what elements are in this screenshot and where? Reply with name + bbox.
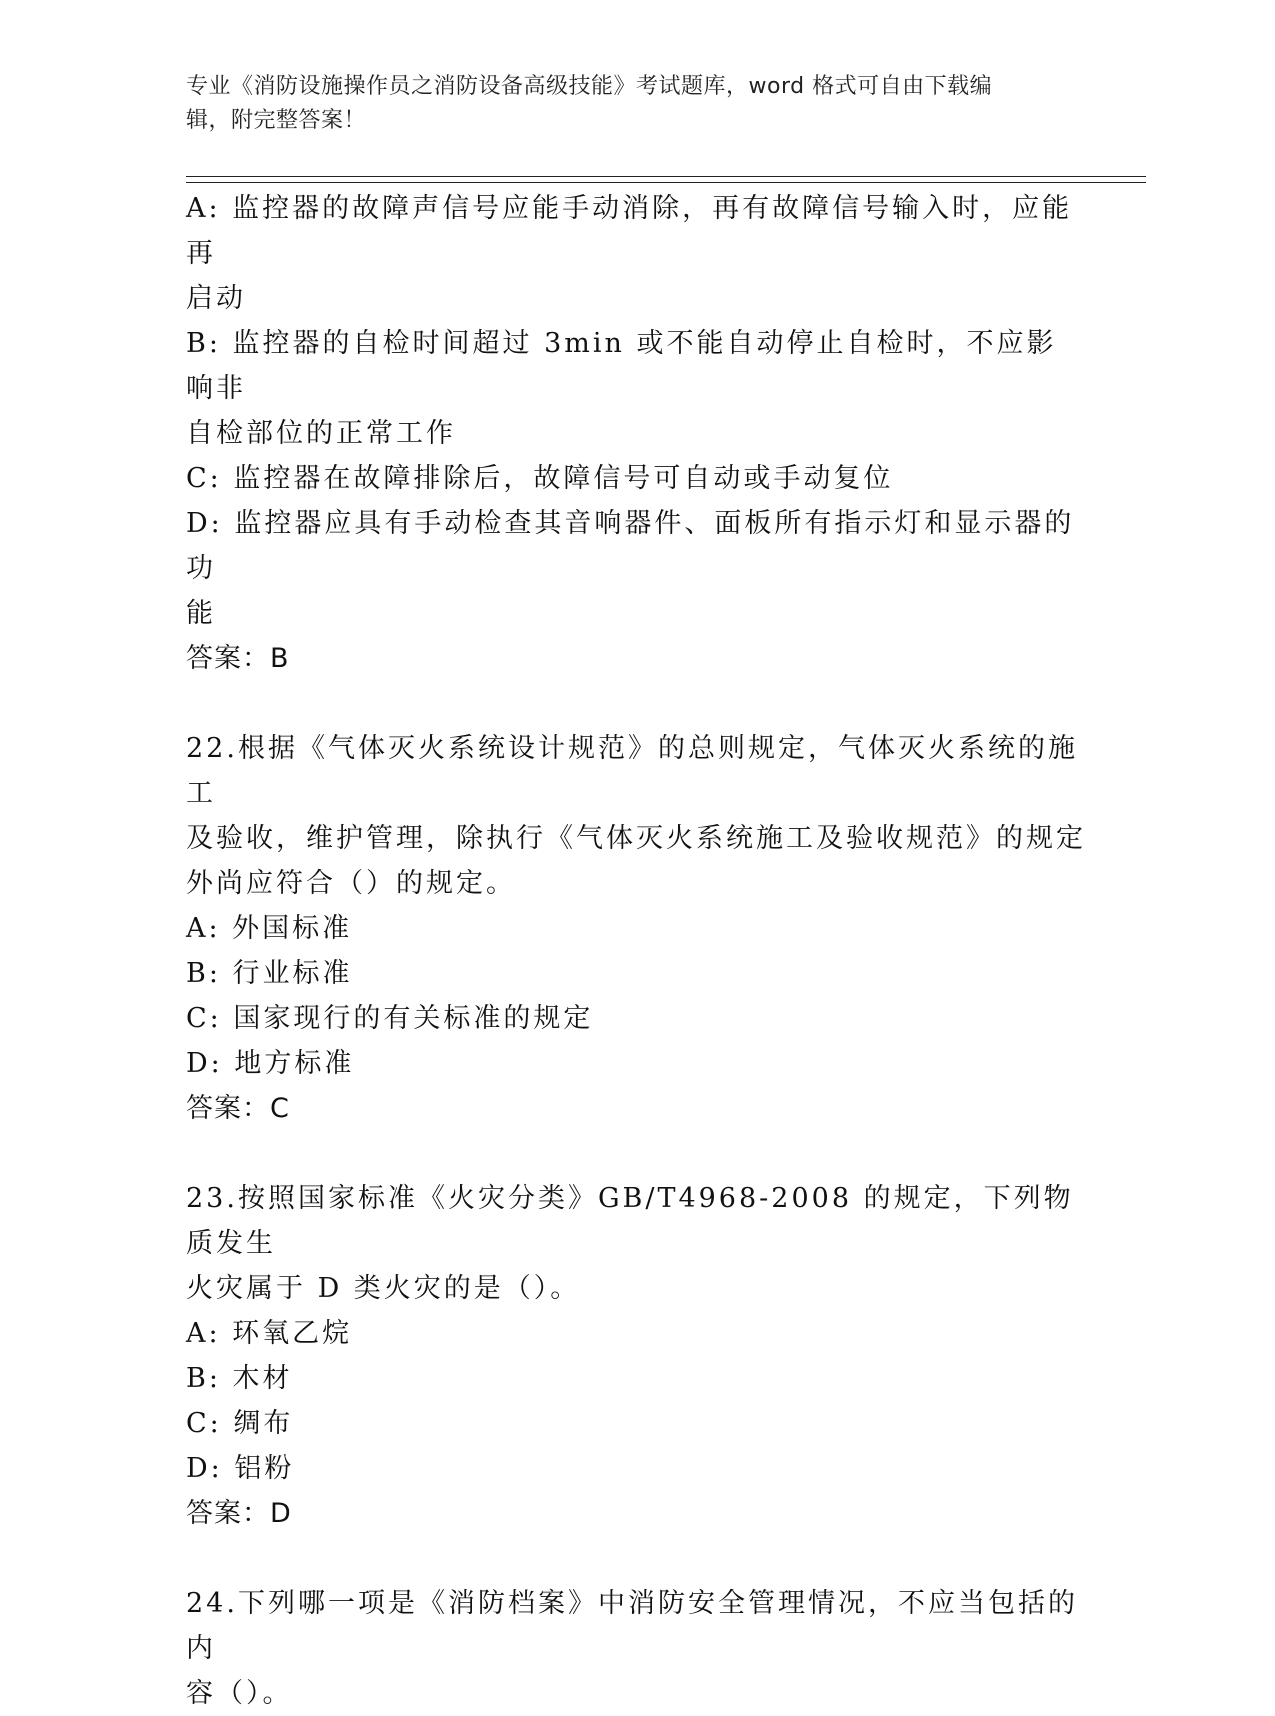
option-a-line-2: 启动 <box>186 283 246 314</box>
question-23-stem-line-1: 23.按照国家标准《火灾分类》GB/T4968-2008 的规定，下列物质发生 <box>186 1183 1074 1259</box>
spacer <box>186 1131 1086 1176</box>
answer-22: 答案：C <box>186 1093 290 1124</box>
option-c: C: 国家现行的有关标准的规定 <box>186 1003 594 1034</box>
option-d-line-1: D: 监控器应具有手动检查其音响器件、面板所有指示灯和显示器的功 <box>186 508 1075 584</box>
option-d-line-2: 能 <box>186 598 216 629</box>
question-22-stem-line-3: 外尚应符合（）的规定。 <box>186 868 516 899</box>
header-line-1: 专业《消防设施操作员之消防设备高级技能》考试题库，word 格式可自由下载编 <box>186 74 993 99</box>
question-24-stem-line-1: 24.下列哪一项是《消防档案》中消防安全管理情况，不应当包括的内 <box>186 1588 1078 1664</box>
header-divider-top <box>186 176 1146 177</box>
question-24-stem-line-2: 容（）。 <box>186 1678 293 1709</box>
question-23-stem-line-2: 火灾属于 D 类火灾的是（）。 <box>186 1273 581 1304</box>
option-b-line-2: 自检部位的正常工作 <box>186 418 456 449</box>
question-23 <box>186 1176 1086 1536</box>
question-24 <box>186 1581 1086 1716</box>
spacer <box>186 681 1086 726</box>
option-d: D: 地方标准 <box>186 1048 355 1079</box>
option-a-line-1: A: 监控器的故障声信号应能手动消除，再有故障信号输入时，应能再 <box>186 193 1073 269</box>
answer-23: 答案：D <box>186 1498 292 1529</box>
option-b: B: 行业标准 <box>186 958 353 989</box>
header-line-2: 辑，附完整答案！ <box>186 108 367 133</box>
option-b: B: 木材 <box>186 1363 293 1394</box>
option-c: C: 绸布 <box>186 1408 294 1439</box>
answer-21: 答案：B <box>186 643 290 674</box>
option-a: A: 环氧乙烷 <box>186 1318 353 1349</box>
spacer <box>186 1536 1086 1581</box>
question-content <box>186 186 1086 1716</box>
question-21-options <box>186 186 1086 681</box>
header-divider-bottom <box>186 182 1146 183</box>
option-c: C: 监控器在故障排除后，故障信号可自动或手动复位 <box>186 463 894 494</box>
question-22 <box>186 726 1086 1131</box>
document-header <box>186 70 1066 138</box>
option-d: D: 铝粉 <box>186 1453 295 1484</box>
question-22-stem-line-2: 及验收，维护管理，除执行《气体灭火系统施工及验收规范》的规定 <box>186 823 1086 854</box>
option-a: A: 外国标准 <box>186 913 353 944</box>
question-22-stem-line-1: 22.根据《气体灭火系统设计规范》的总则规定，气体灭火系统的施工 <box>186 733 1078 809</box>
option-b-line-1: B: 监控器的自检时间超过 3min 或不能自动停止自检时，不应影响非 <box>186 328 1057 404</box>
